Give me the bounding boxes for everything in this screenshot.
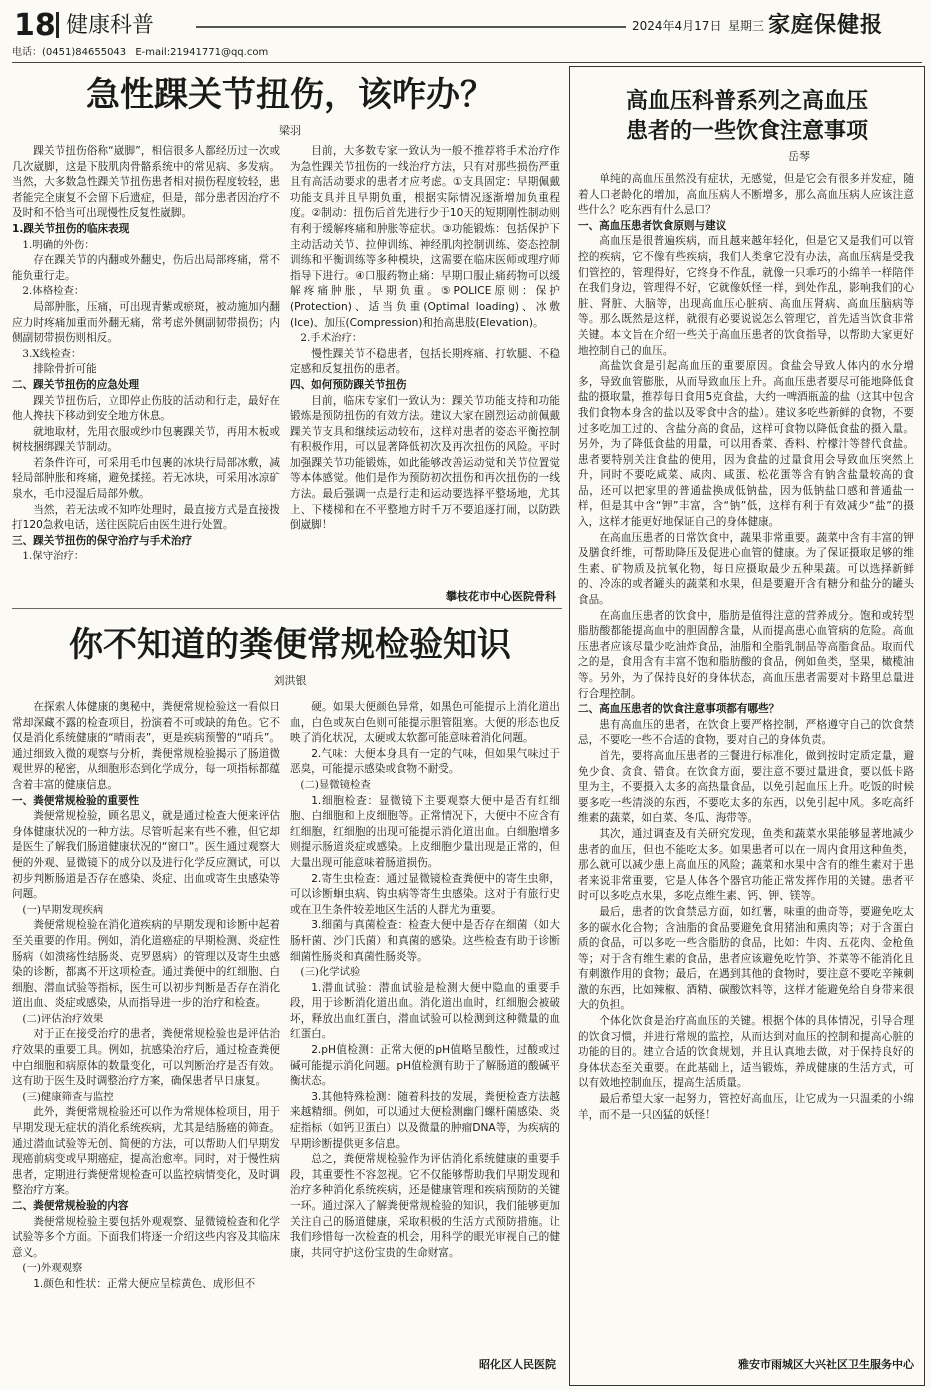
paragraph: 当然，若无法或不知咋处理时，最直接方式是直接拨打120急救电话，送往医院后由医生进行处置。: [12, 503, 280, 532]
subheading: 2.手术治疗：: [300, 332, 363, 345]
article2-column-2: [290, 700, 560, 1352]
article1-column-2: [290, 144, 560, 586]
paragraph: 粪便常规检验，顾名思义，就是通过检查大便来评估身体健康状况的一种方法。尽管听起来有些不雅，但它却是医生了解我们肠道健康状况的“窗口”。医生通过观察大便的外观、显微镜下的成分以及进行化学反应测试，可以初步判断肠道是否存在感染、炎症、出血或寄生虫感染等问题。: [12, 810, 280, 901]
article-divider: [12, 608, 562, 609]
article3-title-line-2: 患者的一些饮食注意事项: [625, 118, 868, 144]
paragraph: 粪便常规检验在消化道疾病的早期发现和诊断中起着至关重要的作用。例如，消化道癌症的早期检测、炎症性肠病（如溃疡性结肠炎、克罗恩病）的管理以及寄生虫感染的诊断，都离不开这项检查。通过粪便中的红细胞、白细胞、潜血试验等指标，医生可以初步判断是否存在消化道出血、炎症或感染，从而指导进一步的治疗和检查。: [12, 919, 280, 1010]
paragraph: 3.细菌与真菌检查：检查大便中是否存在细菌（如大肠杆菌、沙门氏菌）和真菌的感染。这些检查有助于诊断细菌性肠炎和真菌性肠炎等。: [290, 919, 560, 963]
paragraph: 2.寄生虫检查：通过显微镜检查粪便中的寄生虫卵，可以诊断蛔虫病、钩虫病等寄生虫感染。这对于有旅行史或在卫生条件较差地区生活的人群尤为重要。: [290, 872, 560, 916]
subheading: (三)化学试验: [300, 966, 361, 979]
subheading: (三)健康筛查与监控: [22, 1090, 114, 1103]
article1-column-1: [12, 144, 280, 606]
paragraph: 其次，通过调查及有关研究发现，鱼类和蔬菜水果能够显著地减少患者的血压，但也不能吃太多。如果患者可以在一周内食用这种鱼类，那么就可以减少患上高血压的风险；蔬菜和水果中含有的维生素对于患者来说非常重要，它是人体各个器官功能正常发挥作用的关键。患者平时可以多吃点水果，多吃点维生素、钙、钾、镁等。: [578, 827, 914, 903]
article1-title: 急性踝关节扭伤，该咋办？: [86, 75, 494, 115]
subheading: 二、高血压患者的饮食注意事项都有哪些？: [578, 703, 780, 716]
subheading: 1.明确的外伤：: [22, 238, 95, 251]
paragraph: 患有高血压的患者，在饮食上要严格控制，严格遵守自己的饮食禁忌，不要吃一些不合适的食物，要对自己的身体负责。: [578, 718, 914, 747]
subheading: 一、粪便常规检验的重要性: [12, 794, 140, 807]
subheading: 四、如何预防踝关节扭伤: [290, 378, 407, 391]
paragraph: 最后希望大家一起努力，管控好高血压，让它成为一只温柔的小绵羊，而不是一只凶猛的妖怪！: [578, 1093, 914, 1121]
paragraph: 粪便常规检验主要包括外观观察、显微镜检查和化学试验等多个方面。下面我们将逐一介绍这些内容及其临床意义。: [12, 1215, 280, 1259]
phone-number: 电话：(0451)84655043: [12, 47, 127, 58]
paragraph: 总之，粪便常规检验作为评估消化系统健康的重要手段，其重要性不容忽视。它不仅能够帮助我们早期发现和治疗多种消化系统疾病，还是健康管理和疾病预防的关键一环。通过深入了解粪便常规检验的知识，我们能够更加关注自己的肠道健康，采取积极的生活方式预防措施。让我们珍惜每一次检查的机会，用科学的眼光审视自己的健康，共同守护这份宝贵的生命财富。: [290, 1153, 560, 1259]
paragraph: 高盐饮食是引起高血压的重要原因。食盐会导致人体内的水分增多，导致血管膨胀，从而导致血压上升。高血压患者要尽可能地降低食盐的摄取量，推荐每日食用5克食盐，大约一啤酒瓶盖的盐（这其中包含我们食物本身含的盐以及零食中含的盐）。建议多吃些新鲜的食物，不要过多吃加工过的、含盐分高的食品，这样可食物以降低食盐的摄入量。另外，为了降低食盐的用量，可以用香菜、香料、柠檬汁等替代食盐。患者要特别关注食盐的使用，因为食盐的过量食用会导致血压突然上升，同时不要吃咸菜、咸肉、咸蛋、松花蛋等含有钠含盐量较高的食品，还可以把家里的普通盐换成低钠盐，因为低钠盐口感和普通盐一样，但是其中含“钾”丰富，含“钠”低，这样有利于有效减少“盐”的摄入，这样才能更好地保证自己的身体健康。: [578, 360, 914, 529]
paragraph: 首先，要将高血压患者的三餐进行标准化，做到按时定质定量，避免少食、贪食、错食。在饮食方面，要注意不要过量进食，要以低卡路里为主，不要摄入太多的高热量食品，以免引起血压上升。吃饭的时候要多吃一些清淡的东西，不要吃太多的东西，以免引起中风。多吃高纤维素的蔬菜，如白菜、冬瓜、海带等。: [578, 749, 914, 825]
article2-column-1: [12, 700, 280, 1386]
paragraph: 1.细胞检查：显微镜下主要观察大便中是否有红细胞、白细胞和上皮细胞等。正常情况下，大便中不应含有红细胞，红细胞的出现可能提示消化道出血。白细胞增多则提示肠道炎症或感染。上皮细胞少量出现是正常的，但大量出现可能意味着肠道损伤。: [290, 794, 560, 869]
subheading: 1.踝关节扭伤的临床表现: [12, 222, 130, 235]
header-divider-bar: [56, 12, 59, 38]
email-address: E-mail:21941771@qq.com: [135, 47, 269, 58]
contact-line: [12, 46, 922, 63]
paragraph: 1.潜血试验：潜血试验是检测大便中隐血的重要手段，用于诊断消化道出血。消化道出血时，红细胞会被破坏，释放出血红蛋白，潜血试验可以检测到这种微量的血红蛋白。: [290, 981, 560, 1041]
masthead: [6, 6, 925, 46]
paragraph: 单纯的高血压虽然没有症状，无感觉，但是它会有很多并发症，随着人口老龄化的增加，高血压病人不断增多，那么高血压病人应该注意些什么？吃东西有什么忌口？: [578, 173, 914, 217]
section-title: 健康科普: [66, 13, 155, 38]
header-rule: [196, 26, 626, 28]
subheading: 2.体格检查：: [22, 285, 85, 298]
article1-credit: 攀枝花市中心医院骨科: [446, 590, 556, 603]
subheading: 三、踝关节扭伤的保守治疗与手术治疗: [12, 534, 193, 547]
subheading: 1.保守治疗：: [22, 550, 85, 563]
paragraph: 高血压是很普遍疾病，而且越来越年轻化，但是它又是我们可以管控的疾病，它不像有些疾病，我们人类拿它没有办法，高血压病是受我们管控的，管理得好，它终身不作乱，就像一只乖巧的小绵羊一样陪伴在我们身边，管理得不好，它就像妖怪一样，到处作乱，影响我们的心脏、肾脏、大脑等，出现高血压心脏病、高血压肾病、高血压脑病等等。那么既然是这样，就很有必要说说怎么管理它，首先适当饮食非常关键。本文旨在介绍一些关于高血压患者的饮食指导，以帮助大家更好地控制自己的血压。: [578, 235, 914, 357]
subheading: (二)评估治疗效果: [22, 1012, 104, 1025]
paragraph: 此外，粪便常规检验还可以作为常规体检项目，用于早期发现无症状的消化系统疾病，尤其是结肠癌的筛查。通过潜血试验等无创、简便的方法，可以帮助人们早期发现癌前病变或早期癌症，提高治愈率。同时，对于慢性病患者，定期进行粪便常规检查可以监控病情变化，及时调整治疗方案。: [12, 1106, 280, 1197]
paragraph: 局部肿胀，压痛，可出现青紫或瘀斑，被动施加内翻应力时疼痛加重而外翻无痛，常考虑外侧副韧带损伤；内侧副韧带损伤则相反。: [12, 300, 280, 345]
article2-title: 你不知道的粪便常规检验知识: [69, 625, 511, 665]
paragraph: 排除骨折可能: [33, 363, 97, 376]
paragraph: 踝关节扭伤俗称“崴脚”，相信很多人都经历过一次或几次崴脚，这是下肢肌肉骨骼系统中的常见病、多发病。当然，大多数急性踝关节扭伤患者相对损伤程度较轻，患者能完全康复不会留下后遗症，但是，部分患者因治疗不及时和不恰当可出现慢性反复性崴脚。: [12, 145, 280, 220]
article3-body: [578, 172, 914, 1352]
paragraph: 3.其他特殊检测：随着科技的发展，粪便检查方法越来越精细。例如，可以通过大便检测幽门螺杆菌感染、炎症指标（如钙卫蛋白）以及微量的肿瘤DNA等，为疾病的早期诊断提供更多信息。: [290, 1090, 560, 1150]
paragraph: 在探索人体健康的奥秘中，粪便常规检验这一看似日常却深藏不露的检查项目，扮演着不可或缺的角色。它不仅是消化系统健康的“晴雨表”，更是疾病预警的“哨兵”。通过细致入微的观察与分析，粪便常规检验揭示了肠道微观世界的秘密，从细胞形态到化学成分，每一项指标都蕴含着丰富的健康信息。: [12, 701, 280, 791]
paragraph: 在高血压患者的饮食中，脂肪是值得注意的营养成分。饱和或转型脂肪酸都能提高血中的胆固醇含量，从而提高患心血管病的危险。高血压患者应该尽量少吃油炸食品，油脂和全脂乳制品等高脂食品。取而代之的是，食用含有丰富不饱和脂肪酸的食品，例如鱼类，坚果，橄榄油等。另外，为了保持良好的身体状态，高血压患者需要对卡路里总量进行合理控制。: [578, 609, 914, 700]
issue-weekday: 星期三: [728, 19, 765, 33]
subheading: 一、高血压患者饮食原则与建议: [578, 219, 727, 232]
paragraph: 2.气味：大便本身具有一定的气味，但如果气味过于恶臭，可能提示感染或食物不耐受。: [290, 747, 560, 776]
paragraph: 2.pH值检测：正常大便的pH值略呈酸性，过酸或过碱可能提示消化问题。pH值检测有助于了解肠道的酸碱平衡状态。: [290, 1044, 560, 1088]
subheading: 3.X线检查：: [22, 347, 82, 360]
article2-author: 刘洪银: [273, 674, 307, 687]
article3-title: [572, 86, 922, 146]
article2-credit: 昭化区人民医院: [479, 1358, 556, 1371]
paragraph: 硬。如果大便颜色异常，如黑色可能提示上消化道出血，白色或灰白色则可能提示胆管阻塞。大便的形态也反映了消化状况，太硬或太软都可能意味着消化问题。: [290, 701, 560, 745]
article1-author: 梁羽: [279, 124, 301, 137]
article3-author: 岳琴: [788, 150, 810, 163]
paragraph: 慢性踝关节不稳患者，包括长期疼痛、打软腿、不稳定感和反复扭伤的患者。: [290, 347, 560, 376]
paragraph: 踝关节扭伤后，立即停止伤肢的活动和行走，最好在他人搀扶下移动到安全地方休息。: [12, 394, 280, 423]
subheading: (二)显微镜检查: [300, 778, 371, 791]
paragraph: 1.颜色和性状：正常大便应呈棕黄色、成形但不: [33, 1277, 256, 1290]
paragraph: 就地取材，先用衣服或纱巾包裹踝关节，再用木板或树枝捆绑踝关节制动。: [12, 425, 280, 454]
subheading: (一)早期发现疾病: [22, 903, 104, 916]
subheading: (一)外观观察: [22, 1262, 83, 1275]
paragraph: 存在踝关节的内翻或外翻史，伤后出局部疼痛，常不能负重行走。: [12, 254, 280, 282]
issue-date: 2024年4月17日: [632, 19, 722, 33]
paragraph: 目前，大多数专家一致认为一般不推荐将手术治疗作为急性踝关节扭伤的一线治疗方法，只有对那些损伤严重且有高活动要求的患者才应考虑。①支具固定：早期佩戴功能支具并且早期负重，根据实际情况逐渐增加负重程度。②制动：扭伤后首先进行少于10天的短期刚性制动则有利于缓解疼痛和肿胀等症状。③功能锻炼：包括保护下主动活动关节、拉伸训练、神经肌肉控制训练、姿态控制训练和平衡训练等多种模块，这需要在临床医师或理疗师指导下进行。④口服药物止痛：早期口服止痛药物可以缓解疼痛肿胀，早期负重。⑤POLICE原则：保护(Protection)、适当负重(Optimal loading)、冰敷(Ice)、加压(Compression)和抬高患肢(Elevation)。: [290, 145, 560, 329]
paragraph: 个体化饮食是治疗高血压的关键。根据个体的具体情况，引导合理的饮食习惯，并进行常规的监控，从而达到对血压的控制和提高心脏的功能的目的。建立合适的饮食规划，并且认真地去做，对于保持良好的身体状态至关重要。在此基础上，适当锻炼，养成健康的生活方式，可以有效地控制血压，提高生活质量。: [578, 1015, 914, 1090]
article3-credit: 雅安市雨城区大兴社区卫生服务中心: [738, 1358, 914, 1371]
subheading: 二、粪便常规检验的内容: [12, 1200, 129, 1212]
paragraph: 最后，患者的饮食禁忌方面，如红薯，味重的曲奇等，要避免吃太多的碳水化合物；含油脂的食品要避免食用猪油和熏肉等；对于含蛋白质的食品，可以多吃一些含脂肪的食品，比如：牛肉、五花肉、金枪鱼等；对于含有维生素的食品，患者应该避免吃竹笋、芥菜等不能消化且有刺激作用的食物；最后，在遇到其他的食物时，要注意不要吃辛辣刺激的东西，比如辣椒、酒精、碳酸饮料等，这样才能避免给自身带来很大的负担。: [578, 905, 914, 1012]
paragraph: 在高血压患者的日常饮食中，蔬果非常重要。蔬菜中含有丰富的钾及膳食纤维，可帮助降压及促进心血管的健康。为了保证摄取足够的维生素、矿物质及抗氧化物，每日应摄取最少五种果蔬。可以选择新鲜的、冷冻的或者罐头的蔬菜和水果，但是要避开含有糖分和盐分的罐头食品。: [578, 531, 914, 607]
newspaper-name: 家庭保健报: [768, 12, 884, 38]
paragraph: 目前，临床专家们一致认为：踝关节功能支持和功能锻炼是预防扭伤的有效方法。建议大家在剧烈运动前佩戴踝关节支具和继续运动较布，这样对患者的姿态平衡控制有积极作用，可以显著降低初次及再次扭伤的风险。平时加强踝关节功能锻炼，如此能够改善运动觉和关节位置觉等本体感觉。他们是作为预防初次扭伤和再次扭伤的一线方法。最后强调一点是行走和运动要选择平整场地，尤其上、下楼梯和在不平整地方时千万不要追逐打闹，以防跌倒崴脚！: [290, 394, 560, 532]
subheading: 二、踝关节扭伤的应急处理: [12, 378, 140, 391]
article3-title-line-1: 高血压科普系列之高血压: [625, 88, 868, 114]
page-number: 18: [14, 8, 56, 43]
paragraph: 对于正在接受治疗的患者，粪便常规检验也是评估治疗效果的重要工具。例如，抗感染治疗后，通过检查粪便中白细胞和病原体的数量变化，可以判断治疗是否有效。这有助于医生及时调整治疗方案，确保患者早日康复。: [12, 1028, 280, 1088]
paragraph: 若条件许可，可采用毛巾包裹的冰块行局部冰敷，减轻局部肿胀和疼痛，避免揉搓。若无冰块，可采用冰凉矿泉水，毛巾浸湿后局部外敷。: [12, 456, 280, 501]
